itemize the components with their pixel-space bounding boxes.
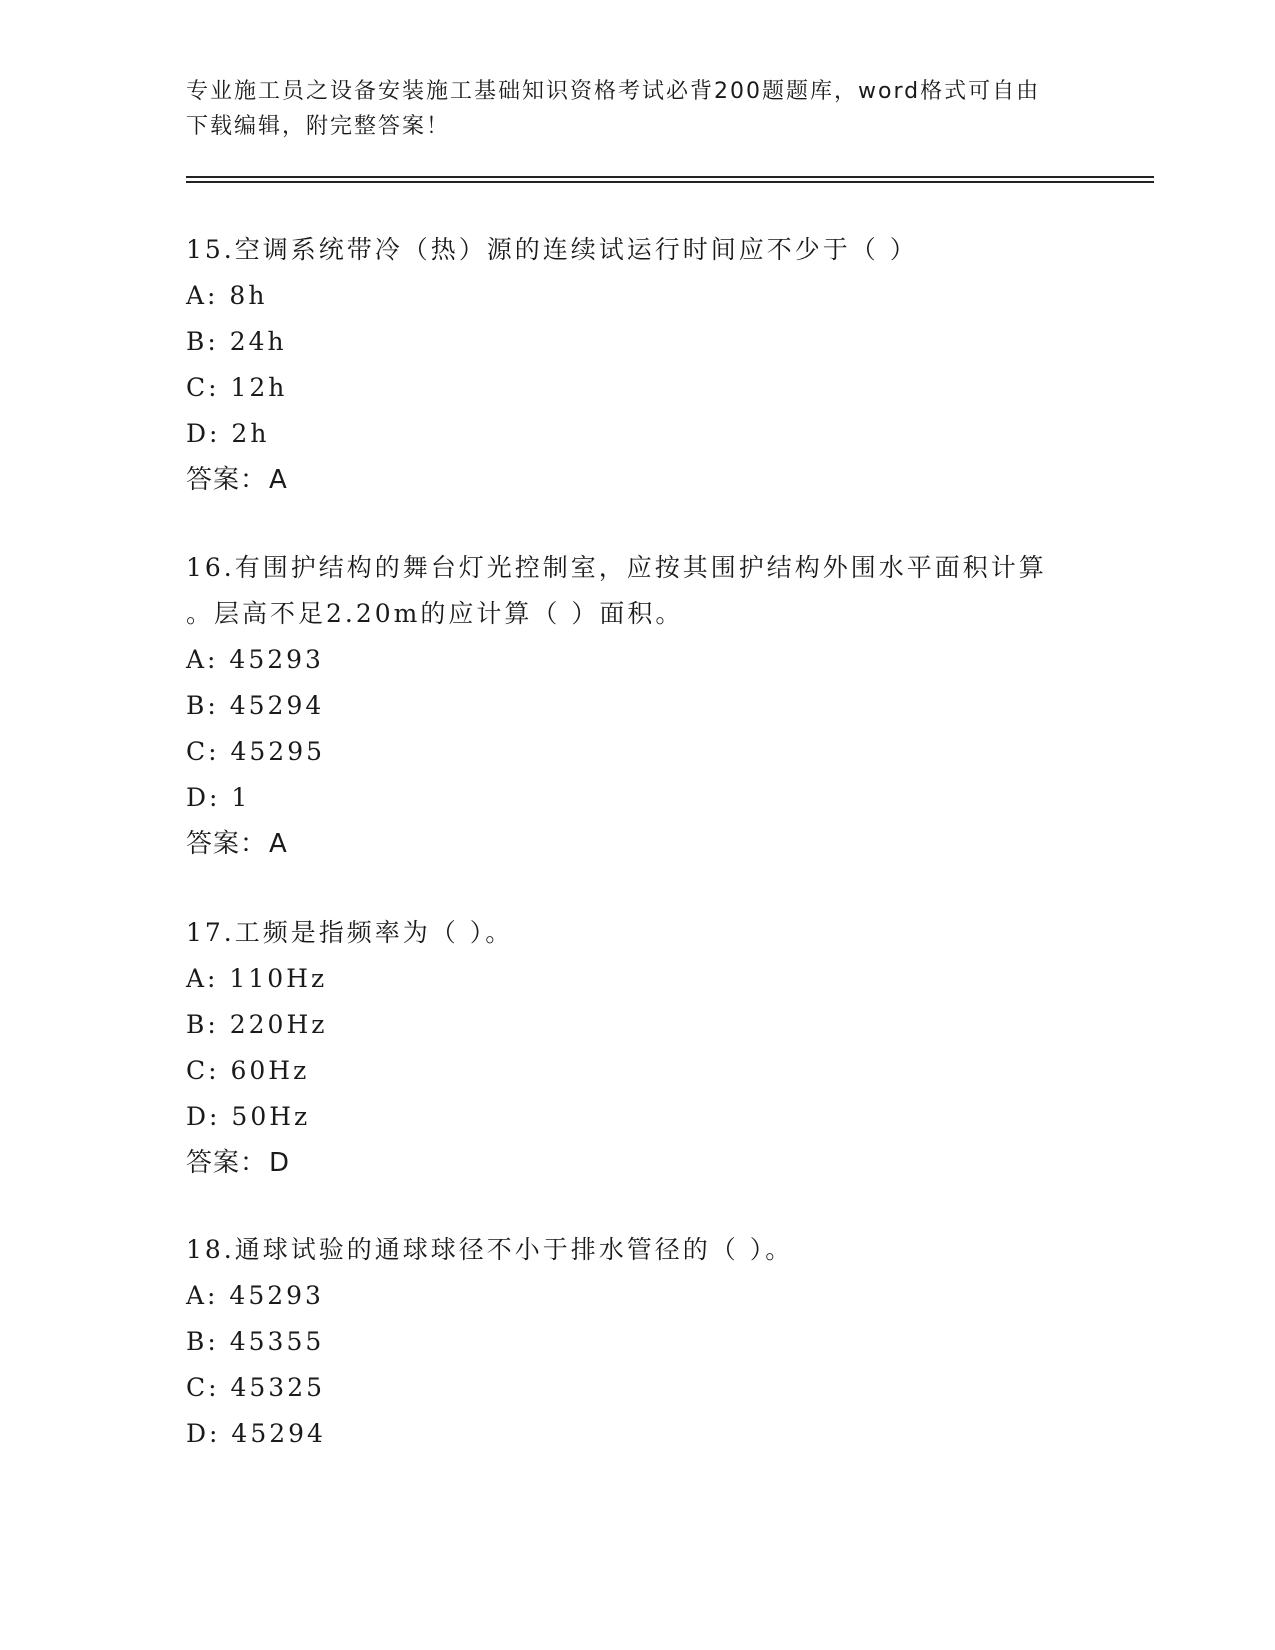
option-a: A: 110Hz — [186, 964, 328, 993]
answer-value: A — [269, 465, 288, 495]
option-b: B: 220Hz — [186, 1010, 328, 1039]
header-line-2: 下载编辑，附完整答案！ — [186, 114, 451, 139]
option-d: D: 45294 — [186, 1419, 326, 1448]
option-c: C: 60Hz — [186, 1056, 310, 1085]
option-a: A: 45293 — [186, 645, 324, 674]
option-d: D: 2h — [186, 419, 270, 448]
question-stem: 16.有围护结构的舞台灯光控制室，应按其围护结构外围水平面积计算 — [186, 553, 1047, 582]
answer-value: A — [269, 829, 288, 859]
option-d: D: 1 — [186, 783, 251, 812]
answer-label: 答案： — [186, 1148, 268, 1178]
option-a: A: 8h — [186, 281, 268, 310]
option-c: C: 12h — [186, 373, 288, 402]
option-c: C: 45295 — [186, 737, 326, 766]
document-header — [186, 74, 1066, 144]
answer-value: D — [269, 1148, 291, 1178]
answer-line — [186, 821, 1047, 867]
question-stem: 17.工频是指频率为（ ）。 — [186, 918, 514, 947]
answer-label: 答案： — [186, 829, 268, 859]
question-stem-continued: 。层高不足2.20m的应计算（ ）面积。 — [186, 599, 684, 628]
option-a: A: 45293 — [186, 1281, 324, 1310]
header-line-1: 专业施工员之设备安装施工基础知识资格考试必背200题题库，word格式可自由 — [186, 79, 1041, 104]
question-15 — [186, 227, 918, 503]
question-16 — [186, 545, 1047, 867]
question-stem: 15.空调系统带冷（热）源的连续试运行时间应不少于（ ） — [186, 235, 918, 264]
option-b: B: 24h — [186, 327, 287, 356]
question-17 — [186, 910, 513, 1186]
header-divider-top — [186, 176, 1154, 178]
question-stem: 18.通球试验的通球球径不小于排水管径的（ ）。 — [186, 1235, 794, 1264]
option-c: C: 45325 — [186, 1373, 326, 1402]
option-b: B: 45294 — [186, 691, 325, 720]
question-18 — [186, 1227, 793, 1457]
option-b: B: 45355 — [186, 1327, 325, 1356]
answer-line — [186, 457, 918, 503]
option-d: D: 50Hz — [186, 1102, 311, 1131]
answer-line — [186, 1140, 513, 1186]
answer-label: 答案： — [186, 465, 268, 495]
header-divider-bottom — [186, 181, 1154, 183]
